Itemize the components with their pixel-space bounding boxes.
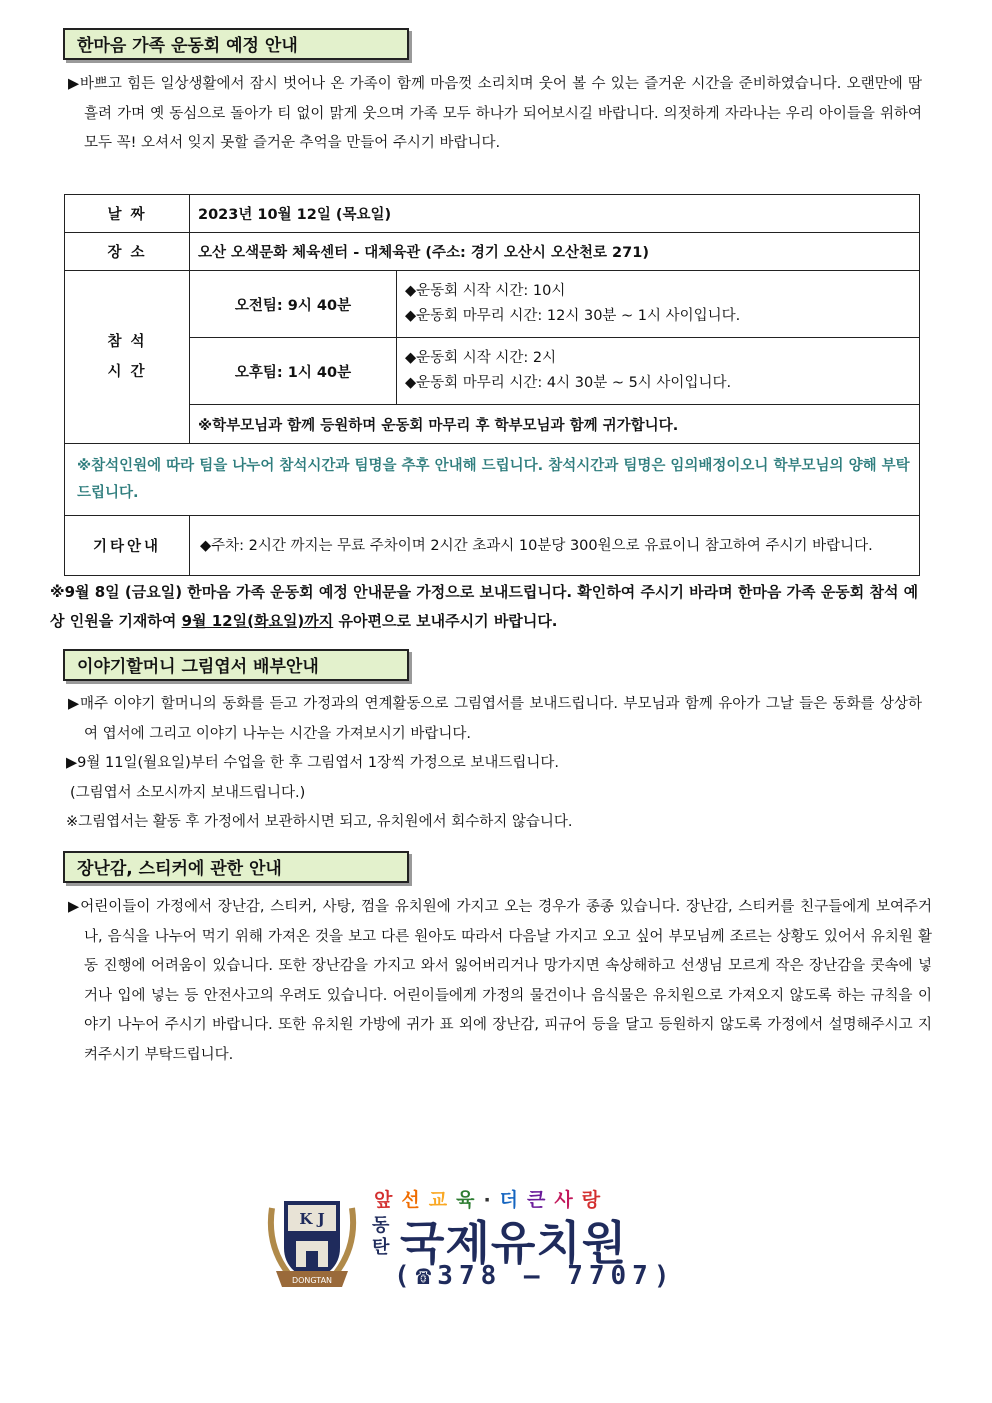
place-value: 오산 오색문화 체육센터 - 대체육관 (주소: 경기 오산시 오산천로 271) xyxy=(190,233,920,271)
postcard-line: ※그림엽서는 활동 후 가정에서 보관하시면 되고, 유치원에서 회수하지 않습니다. xyxy=(66,814,573,830)
crest-emblem-icon xyxy=(262,1193,362,1293)
slogan-char: 교 xyxy=(428,1189,457,1211)
postcard-line: ▶9월 11일(월요일)부터 수업을 한 후 그림엽서 1장씩 가정으로 보내드립니다. xyxy=(66,755,560,771)
date-label: 날 짜 xyxy=(65,195,190,233)
deadline: 9월 12일(화요일)까지 xyxy=(181,612,334,630)
team-note: ※참석인원에 따라 팀을 나누어 참석시간과 팀명을 추후 안내해 드립니다. 참석시간과 팀명은 임의배정이오니 학부모님의 양해 부탁드립니다. xyxy=(65,444,920,516)
section-title-sports-day: 한마음 가족 운동회 예정 안내 xyxy=(63,28,409,60)
am-schedule: ◆운동회 시작 시간: 10시 ◆운동회 마무리 시간: 12시 30분 ~ 1시 사이입니다. xyxy=(397,271,920,338)
postcard-line: ▶매주 이야기 할머니의 동화를 듣고 가정과의 연계활동으로 그림엽서를 보내드립니다. 부모님과 함께 유아가 그날 들은 동화를 상상하여 엽서에 그리고 이야기 나누는 시간을 가져보시기 바랍니다. xyxy=(68,696,922,742)
slogan-char: 선 xyxy=(401,1189,429,1211)
parking-info: ◆주차: 2시간 까지는 무료 주차이며 2시간 초과시 10분당 300원으로 유료이니 참고하여 주시기 바랍니다. xyxy=(190,516,920,576)
parents-note: ※학부모님과 함께 등원하며 운동회 마무리 후 학부모님과 함께 귀가합니다. xyxy=(190,405,920,444)
postcard-line: (그림엽서 소모시까지 보내드립니다.) xyxy=(70,784,306,801)
slogan-char: 육 xyxy=(456,1189,484,1211)
section-title-postcard: 이야기할머니 그림엽서 배부안내 xyxy=(63,649,409,681)
attend-time-label: 참 석 시 간 xyxy=(65,271,190,444)
slogan-char: · xyxy=(483,1189,500,1211)
svg-text:DONGTAN: DONGTAN xyxy=(291,1276,333,1285)
logo-phone: (☎378 – 7707) xyxy=(394,1261,676,1291)
sports-day-info-table xyxy=(64,194,920,576)
am-team: 오전팀: 9시 40분 xyxy=(190,271,397,338)
svg-text:K J: K J xyxy=(299,1210,325,1228)
logo-name-small: 동 탄 xyxy=(372,1215,390,1258)
slogan-char: 큰 xyxy=(527,1189,555,1211)
date-value: 2023년 10월 12일 (목요일) xyxy=(190,195,920,233)
slogan-char: 사 xyxy=(554,1189,582,1211)
postcard-notice xyxy=(66,690,922,838)
logo-name: 국제유치원 xyxy=(400,1216,628,1270)
slogan-char: 랑 xyxy=(581,1189,610,1211)
kindergarten-logo xyxy=(262,1185,692,1295)
pm-team: 오후팀: 1시 40분 xyxy=(190,338,397,405)
slogan-char: 앞 xyxy=(374,1189,402,1211)
section-title-toys: 장난감, 스티커에 관한 안내 xyxy=(63,851,409,883)
sports-day-intro: ▶바쁘고 힘든 일상생활에서 잠시 벗어나 온 가족이 함께 마음껏 소리치며 웃어 볼 수 있는 즐거운 시간을 준비하였습니다. 오랜만에 땀 흘려 가며 옛 동심으로 돌아가 티 없이 맑게 웃으며 가족 모두 하나가 되어보시길 바랍니다. 의젓하게 자라나는 우리 아이들을 위하여 모두 꼭! 오셔서 잊지 못할 즐거운 추억을 만들어 주시기 바랍니다. xyxy=(68,76,922,151)
place-label: 장 소 xyxy=(65,233,190,271)
slogan-char: 더 xyxy=(499,1189,528,1211)
etc-label: 기타안내 xyxy=(65,516,190,576)
submission-note: ※9월 8일 (금요일) 한마음 가족 운동회 예정 안내문을 가정으로 보내드립니다. 확인하여 주시기 바라며 한마음 가족 운동회 참석 예상 인원을 기재하여 9월 12일(화요일)까지 유아편으로 보내주시기 바랍니다. xyxy=(50,583,919,630)
toys-notice: ▶어린이들이 가정에서 장난감, 스티커, 사탕, 껌을 유치원에 가지고 오는 경우가 종종 있습니다. 장난감, 스티커를 친구들에게 보여주거나, 음식을 나누어 먹기 위해 가져온 것을 보고 다른 원아도 따라서 다음날 가지고 오고 싶어 부모님께 조르는 상황도 있어서 유치원 활동 진행에 어려움이 있습니다. 또한 장난감을 가지고 와서 잃어버리거나 망가지면 속상해하고 선생님 모르게 작은 장난감을 콧속에 넣거나 입에 넣는 등 안전사고의 우려도 있습니다. 어린이들에게 가정의 물건이나 음식물은 유치원으로 가져오지 않도록 하는 규칙을 이야기 나누어 주시기 바랍니다. 또한 유치원 가방에 귀가 표 외에 장난감, 피규어 등을 달고 등원하지 않도록 가정에서 설명해주시고 지켜주시기 부탁드립니다. xyxy=(68,899,932,1063)
pm-schedule: ◆운동회 시작 시간: 2시 ◆운동회 마무리 시간: 4시 30분 ~ 5시 사이입니다. xyxy=(397,338,920,405)
